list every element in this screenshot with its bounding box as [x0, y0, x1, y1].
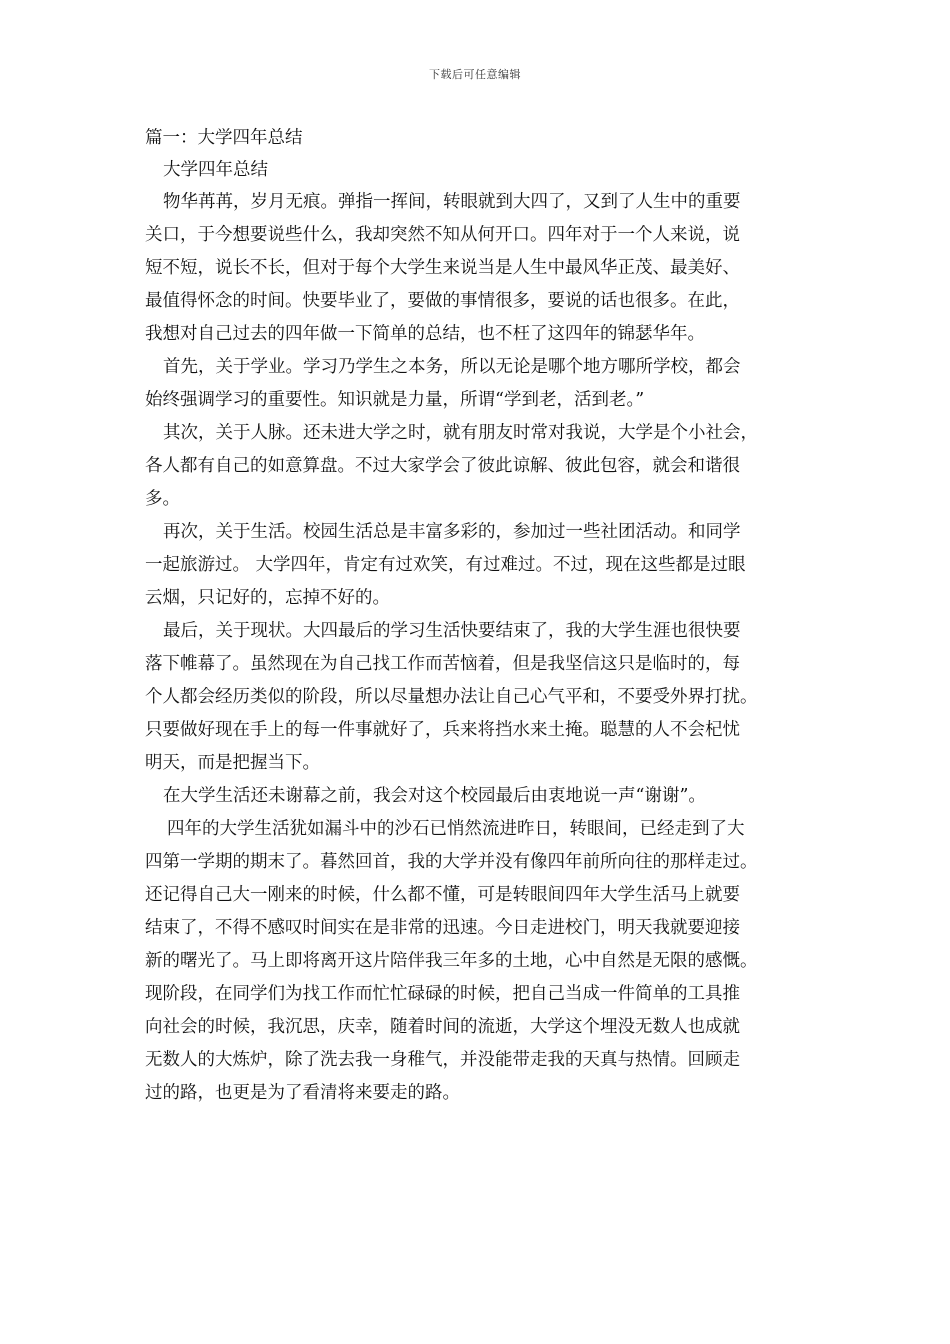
paragraph-line: 始终强调学习的重要性。知识就是力量，所谓“学到老，活到老。” — [145, 390, 645, 410]
paragraph-line: 最值得怀念的时间。快要毕业了，要做的事情很多，要说的话也很多。在此， — [145, 291, 740, 311]
paragraph-line: 落下帷幕了。虽然现在为自己找工作而苦恼着，但是我坚信这只是临时的，每 — [145, 654, 740, 674]
paragraph-line: 其次，关于人脉。还未进大学之时，就有朋友时常对我说，大学是个小社会， — [163, 423, 758, 443]
paragraph-line: 个人都会经历类似的阶段，所以尽量想办法让自己心气平和，不要受外界打扰。 — [145, 687, 758, 707]
paragraph-line: 过的路，也更是为了看清将来要走的路。 — [145, 1083, 460, 1103]
paragraph-line: 短不短，说长不长，但对于每个大学生来说当是人生中最风华正茂、最美好、 — [145, 258, 740, 278]
paragraph-line: 一起旅游过。 大学四年，肯定有过欢笑，有过难过。不过，现在这些都是过眼 — [145, 555, 746, 575]
paragraph-line: 新的曙光了。马上即将离开这片陪伴我三年多的土地，心中自然是无限的感慨。 — [145, 951, 758, 971]
paragraph-line: 四年的大学生活犹如漏斗中的沙石已悄然流进昨日，转眼间，已经走到了大 — [167, 819, 745, 839]
paragraph-line: 明天，而是把握当下。 — [145, 753, 320, 773]
document-body — [145, 122, 821, 1110]
paragraph-line: 在大学生活还未谢幕之前，我会对这个校园最后由衷地说一声“谢谢”。 — [163, 786, 706, 806]
paragraph — [145, 186, 821, 351]
paragraph — [145, 780, 821, 813]
paragraph-line: 无数人的大炼炉，除了洗去我一身稚气，并没能带走我的天真与热情。回顾走 — [145, 1050, 740, 1070]
paragraph-line: 云烟，只记好的，忘掉不好的。 — [145, 588, 390, 608]
section-title: 篇一：大学四年总结 — [145, 128, 303, 148]
paragraph — [145, 615, 821, 780]
paragraph — [145, 516, 821, 615]
paragraph-line: 各人都有自己的如意算盘。不过大家学会了彼此谅解、彼此包容，就会和谐很 — [145, 456, 740, 476]
paragraph-line: 我想对自己过去的四年做一下简单的总结，也不枉了这四年的锦瑟华年。 — [145, 324, 705, 344]
paragraph-list — [145, 186, 821, 1110]
document-subtitle: 大学四年总结 — [163, 160, 268, 180]
paragraph-line: 四第一学期的期末了。暮然回首，我的大学并没有像四年前所向往的那样走过。 — [145, 852, 758, 872]
paragraph — [145, 351, 821, 417]
paragraph — [145, 417, 821, 516]
header-note: 下载后可任意编辑 — [429, 68, 521, 81]
paragraph-line: 还记得自己大一刚来的时候，什么都不懂，可是转眼间四年大学生活马上就要 — [145, 885, 740, 905]
paragraph-line: 现阶段，在同学们为找工作而忙忙碌碌的时候，把自己当成一件简单的工具推 — [145, 984, 740, 1004]
paragraph-line: 再次，关于生活。校园生活总是丰富多彩的，参加过一些社团活动。和同学 — [163, 522, 741, 542]
paragraph-line: 首先，关于学业。学习乃学生之本务，所以无论是哪个地方哪所学校，都会 — [163, 357, 741, 377]
paragraph-line: 结束了，不得不感叹时间实在是非常的迅速。今日走进校门，明天我就要迎接 — [145, 918, 740, 938]
paragraph-line: 关口，于今想要说些什么，我却突然不知从何开口。四年对于一个人来说，说 — [145, 225, 740, 245]
paragraph-line: 多。 — [145, 489, 180, 509]
paragraph-line: 物华苒苒，岁月无痕。弹指一挥间，转眼就到大四了，又到了人生中的重要 — [163, 192, 741, 212]
paragraph — [145, 813, 821, 1110]
paragraph-line: 最后，关于现状。大四最后的学习生活快要结束了，我的大学生涯也很快要 — [163, 621, 741, 641]
paragraph-line: 向社会的时候，我沉思，庆幸，随着时间的流逝，大学这个埋没无数人也成就 — [145, 1017, 740, 1037]
paragraph-line: 只要做好现在手上的每一件事就好了，兵来将挡水来土掩。聪慧的人不会杞忧 — [145, 720, 740, 740]
